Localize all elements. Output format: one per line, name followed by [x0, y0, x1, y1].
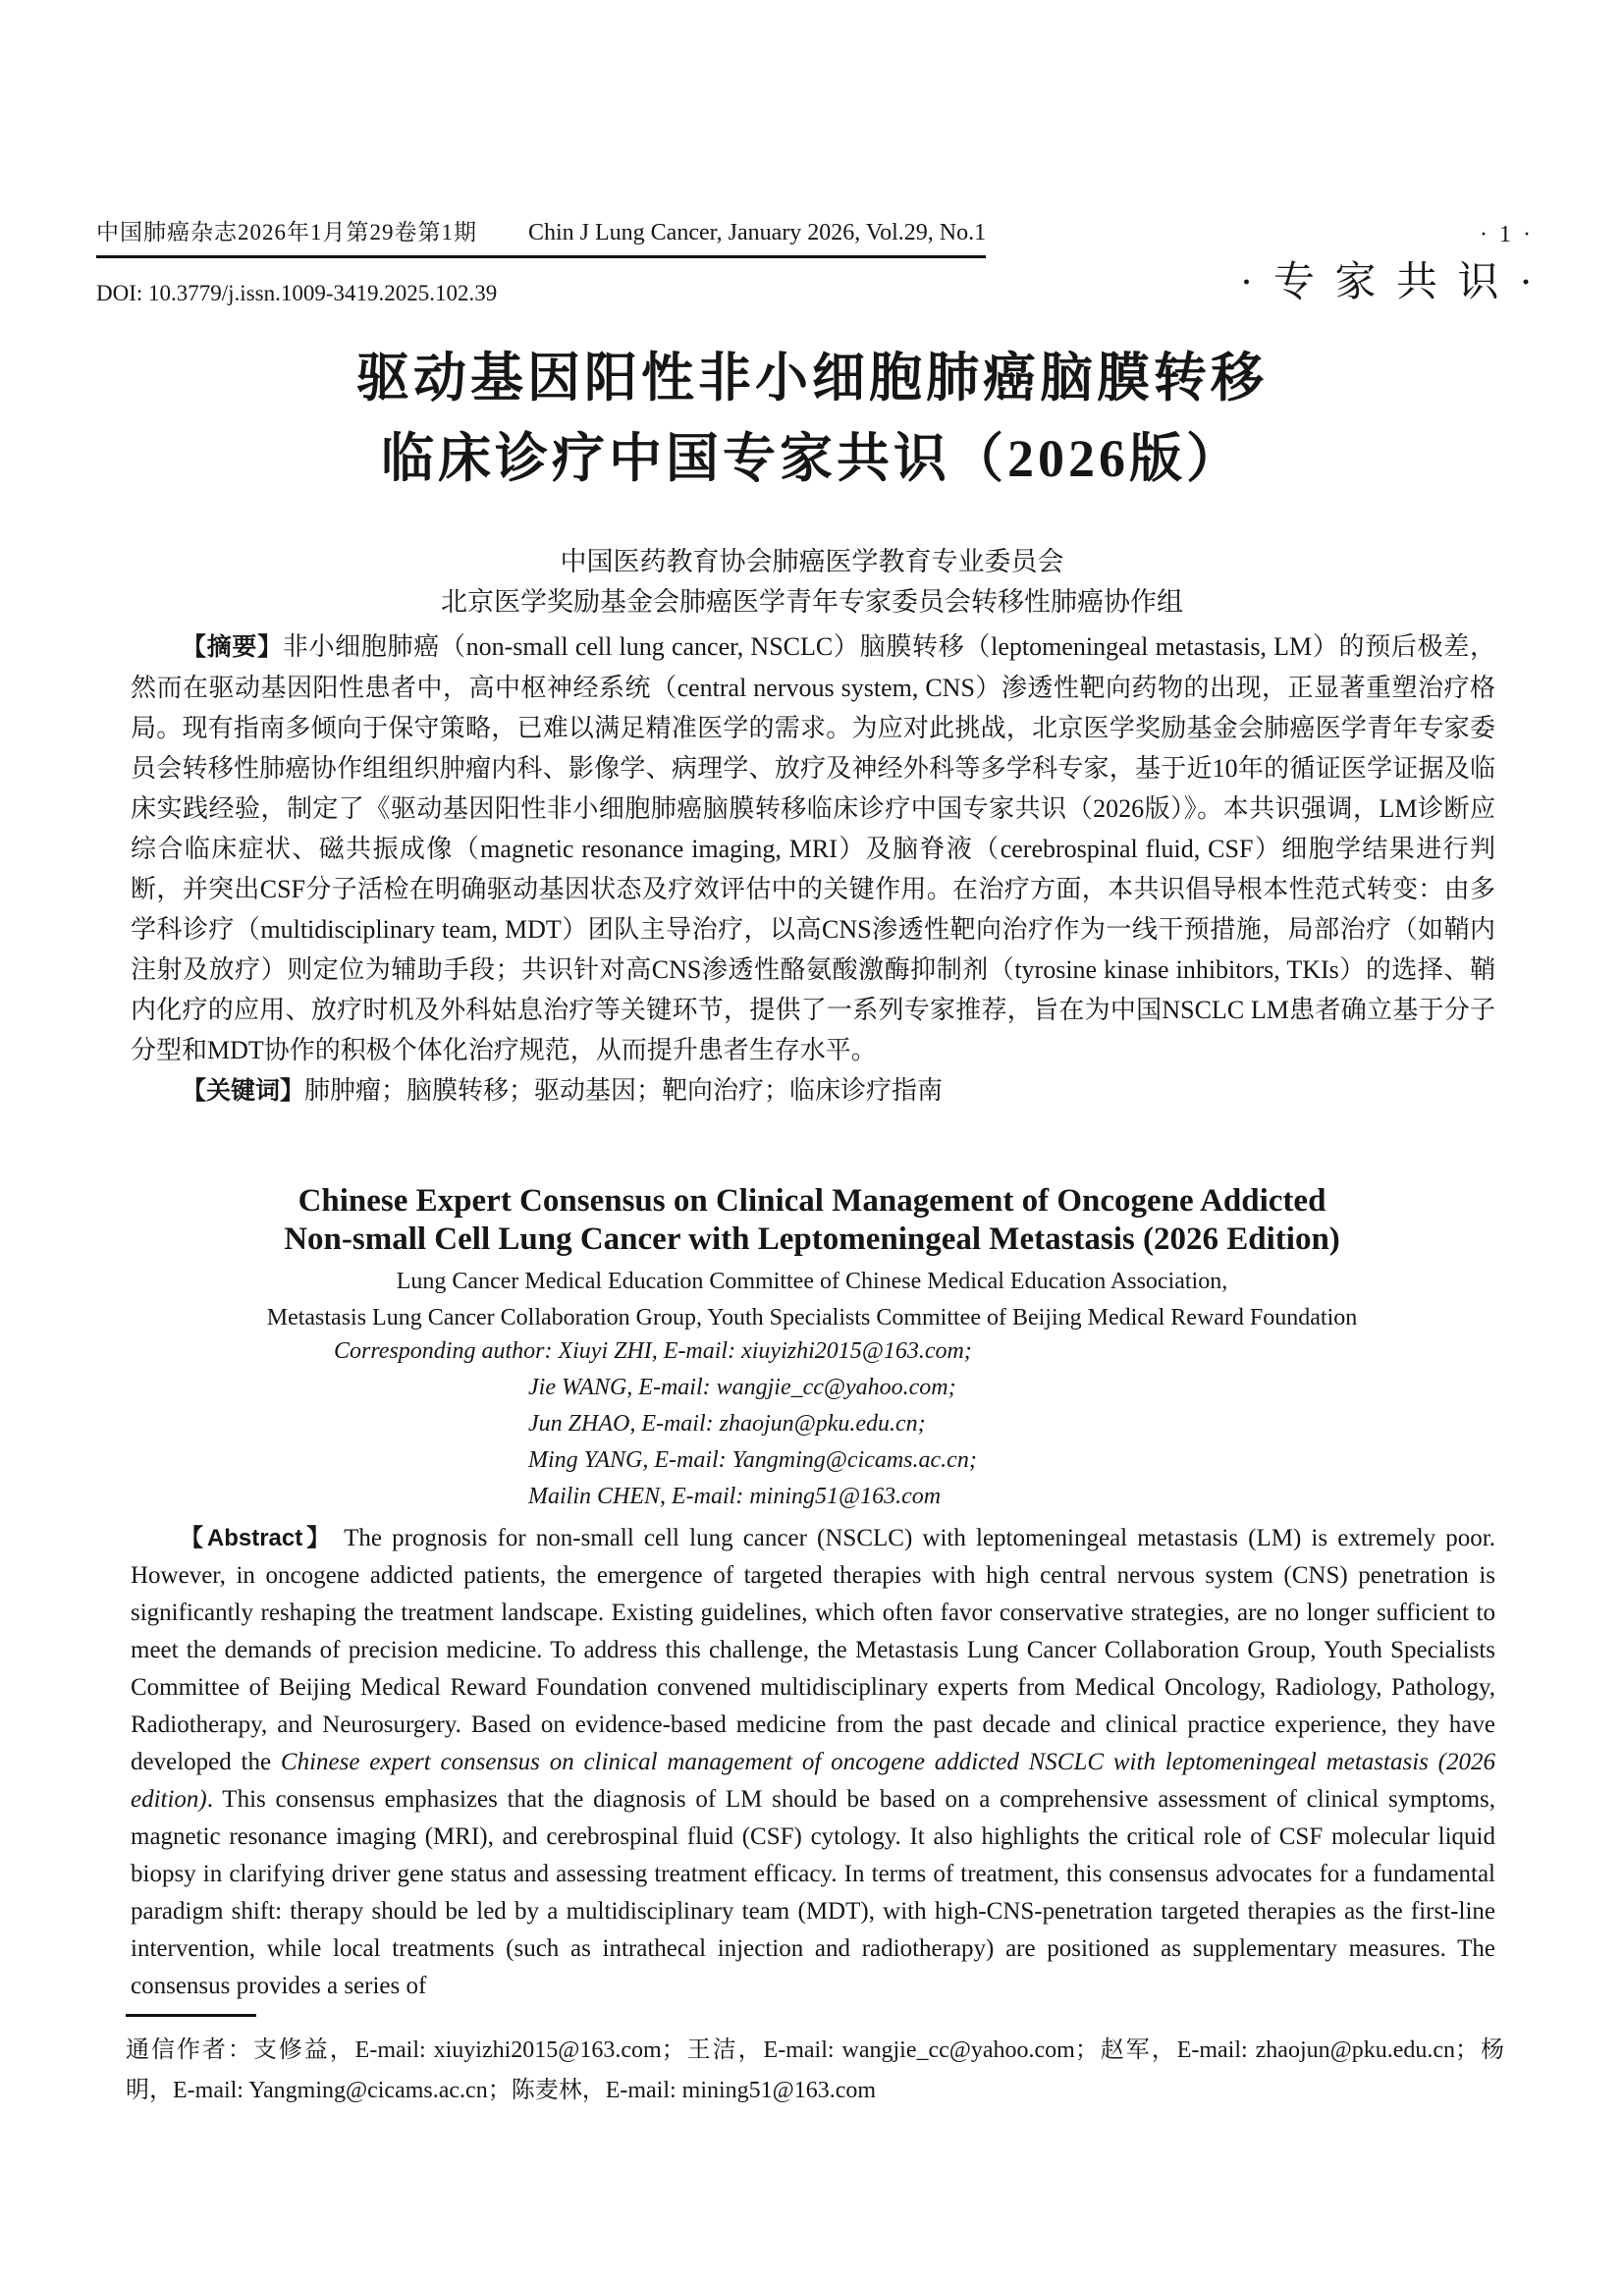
- affiliations-cn: [0, 542, 1624, 623]
- title-en-line-1: Chinese Expert Consensus on Clinical Management of Oncogene Addicted: [298, 1183, 1326, 1219]
- affiliations-en: [0, 1264, 1624, 1336]
- english-abstract-block: [131, 1520, 1495, 2005]
- abstract-en-text-1: The prognosis for non-small cell lung cancer (NSCLC) with leptomeningeal metastasis (LM) is extremely poor. However, in oncogene addicted patients, the emergence of targeted therapies with high central nervous system (CNS) penetration is significantly reshaping the treatment landscape. Existing guidelines, which often favor conservative strategies, are no longer sufficient to meet the demands of precision medicine. To address this challenge, the Metastasis Lung Cancer Collaboration Group, Youth Specialists Committee of Beijing Medical Reward Foundation convened multidisciplinary experts from Medical Oncology, Radiology, Pathology, Radiotherapy, and Neurosurgery. Based on evidence-based medicine from the past decade and clinical practice experience, they have developed the: [131, 1525, 1496, 1775]
- keywords-text: 肺肿瘤；脑膜转移；驱动基因；靶向治疗；临床诊疗指南: [304, 1076, 944, 1105]
- abstract-cn-paragraph: [131, 626, 1495, 1070]
- abstract-en-italic-title: Chinese expert consensus on clinical management of oncogene addicted NSCLC with leptomeningeal metastasis (2026 edition): [131, 1749, 1496, 1813]
- running-head-left: [96, 214, 986, 258]
- article-title-en: [0, 1182, 1624, 1259]
- footnote-divider: [126, 2014, 256, 2017]
- abstract-cn-label: 【摘要】: [182, 633, 283, 661]
- abstract-cn-text: 非小细胞肺癌（non-small cell lung cancer, NSCLC）脑膜转移（leptomeningeal metastasis, LM）的预后极差，然而在驱动基因阳性患者中，高中枢神经系统（central nervous system, CNS）渗透性靶向药物的出现，正显著重塑治疗格局。现有指南多倾向于保守策略，已难以满足精准医学的需求。为应对此挑战，北京医学奖励基金会肺癌医学青年专家委员会转移性肺癌协作组组织肿瘤内科、影像学、病理学、放疗及神经外科等多学科专家，基于近10年的循证医学证据及临床实践经验，制定了《驱动基因阳性非小细胞肺癌脑膜转移临床诊疗中国专家共识（2026版）》。本共识强调，LM诊断应综合临床症状、磁共振成像（magnetic resonance imaging, MRI）及脑脊液（cerebrospinal fluid, CSF）细胞学结果进行判断，并突出CSF分子活检在明确驱动基因状态及疗效评估中的关键作用。在治疗方面，本共识倡导根本性范式转变：由多学科诊疗（multidisciplinary team, MDT）团队主导治疗，以高CNS渗透性靶向治疗作为一线干预措施，局部治疗（如鞘内注射及放疗）则定位为辅助手段；共识针对高CNS渗透性酪氨酸激酶抑制剂（tyrosine kinase inhibitors, TKIs）的选择、鞘内化疗的应用、放疗时机及外科姑息治疗等关键环节，提供了一系列专家推荐，旨在为中国NSCLC LM患者确立基于分子分型和MDT协作的积极个体化治疗规范，从而提升患者生存水平。: [131, 632, 1495, 1064]
- abstract-en-text-2: . This consensus emphasizes that the diagnosis of LM should be based on a comprehensive assessment of clinical symptoms, magnetic resonance imaging (MRI), and cerebrospinal fluid (CSF) cytology. It also highlights the critical role of CSF molecular liquid biopsy in clarifying driver gene status and assessing treatment efficacy. In terms of treatment, this consensus advocates for a fundamental paradigm shift: therapy should be led by a multidisciplinary team (MDT), with high-CNS-penetration targeted therapies as the first-line intervention, while local treatments (such as intrathecal injection and radiotherapy) are positioned as supplementary measures. The consensus provides a series of: [131, 1786, 1495, 1999]
- title-cn-line-1: 驱动基因阳性非小细胞肺癌脑膜转移: [356, 349, 1268, 407]
- affiliation-en-2: Metastasis Lung Cancer Collaboration Group, Youth Specialists Committee of Beijing Medical Reward Foundation: [266, 1305, 1358, 1331]
- journal-title-cn: 中国肺癌杂志2026年1月第29卷第1期: [96, 220, 477, 244]
- affiliation-cn-2: 北京医学奖励基金会肺癌医学青年专家委员会转移性肺癌协作组: [441, 587, 1183, 617]
- corresponding-authors: [334, 1333, 977, 1515]
- article-type-badge: · 专 家 共 识 ·: [1239, 260, 1538, 305]
- abstract-en-label: 【Abstract】: [180, 1525, 335, 1551]
- keywords-paragraph: [131, 1070, 1495, 1112]
- corresponding-line: Jun ZHAO, E-mail: zhaojun@pku.edu.cn;: [528, 1411, 926, 1437]
- corresponding-line: Corresponding author: Xiuyi ZHI, E-mail: xiuyizhi2015@163.com;: [334, 1338, 972, 1364]
- footnote-text: 通信作者：支修益，E-mail: xiuyizhi2015@163.com；王洁，E-mail: wangjie_cc@yahoo.com；赵军，E-mail: zhaojun@pku.edu.cn；杨明，E-mail: Yangming@cicams.ac.cn；陈麦林，E-mail: mining51@163.com: [126, 2037, 1504, 2103]
- abstract-en-paragraph: [131, 1520, 1495, 2005]
- affiliation-cn-1: 中国医药教育协会肺癌医学教育专业委员会: [560, 547, 1064, 576]
- affiliation-en-1: Lung Cancer Medical Education Committee of Chinese Medical Education Association,: [396, 1269, 1228, 1294]
- title-en-line-2: Non-small Cell Lung Cancer with Leptomeningeal Metastasis (2026 Edition): [284, 1222, 1340, 1257]
- article-title-cn: [0, 338, 1624, 499]
- corresponding-line: Ming YANG, E-mail: Yangming@cicams.ac.cn;: [528, 1447, 977, 1473]
- corresponding-line: Jie WANG, E-mail: wangjie_cc@yahoo.com;: [528, 1375, 956, 1400]
- doi-line: DOI: 10.3779/j.issn.1009-3419.2025.102.39: [96, 281, 498, 305]
- chinese-abstract-block: [131, 626, 1495, 1112]
- keywords-label: 【关键词】: [182, 1077, 305, 1105]
- page-number: · 1 ·: [1480, 222, 1534, 247]
- journal-title-en: Chin J Lung Cancer, January 2026, Vol.29, No.1: [528, 220, 987, 245]
- title-cn-line-2: 临床诊疗中国专家共识（2026版）: [381, 429, 1243, 488]
- corresponding-line: Mailin CHEN, E-mail: mining51@163.com: [528, 1484, 942, 1509]
